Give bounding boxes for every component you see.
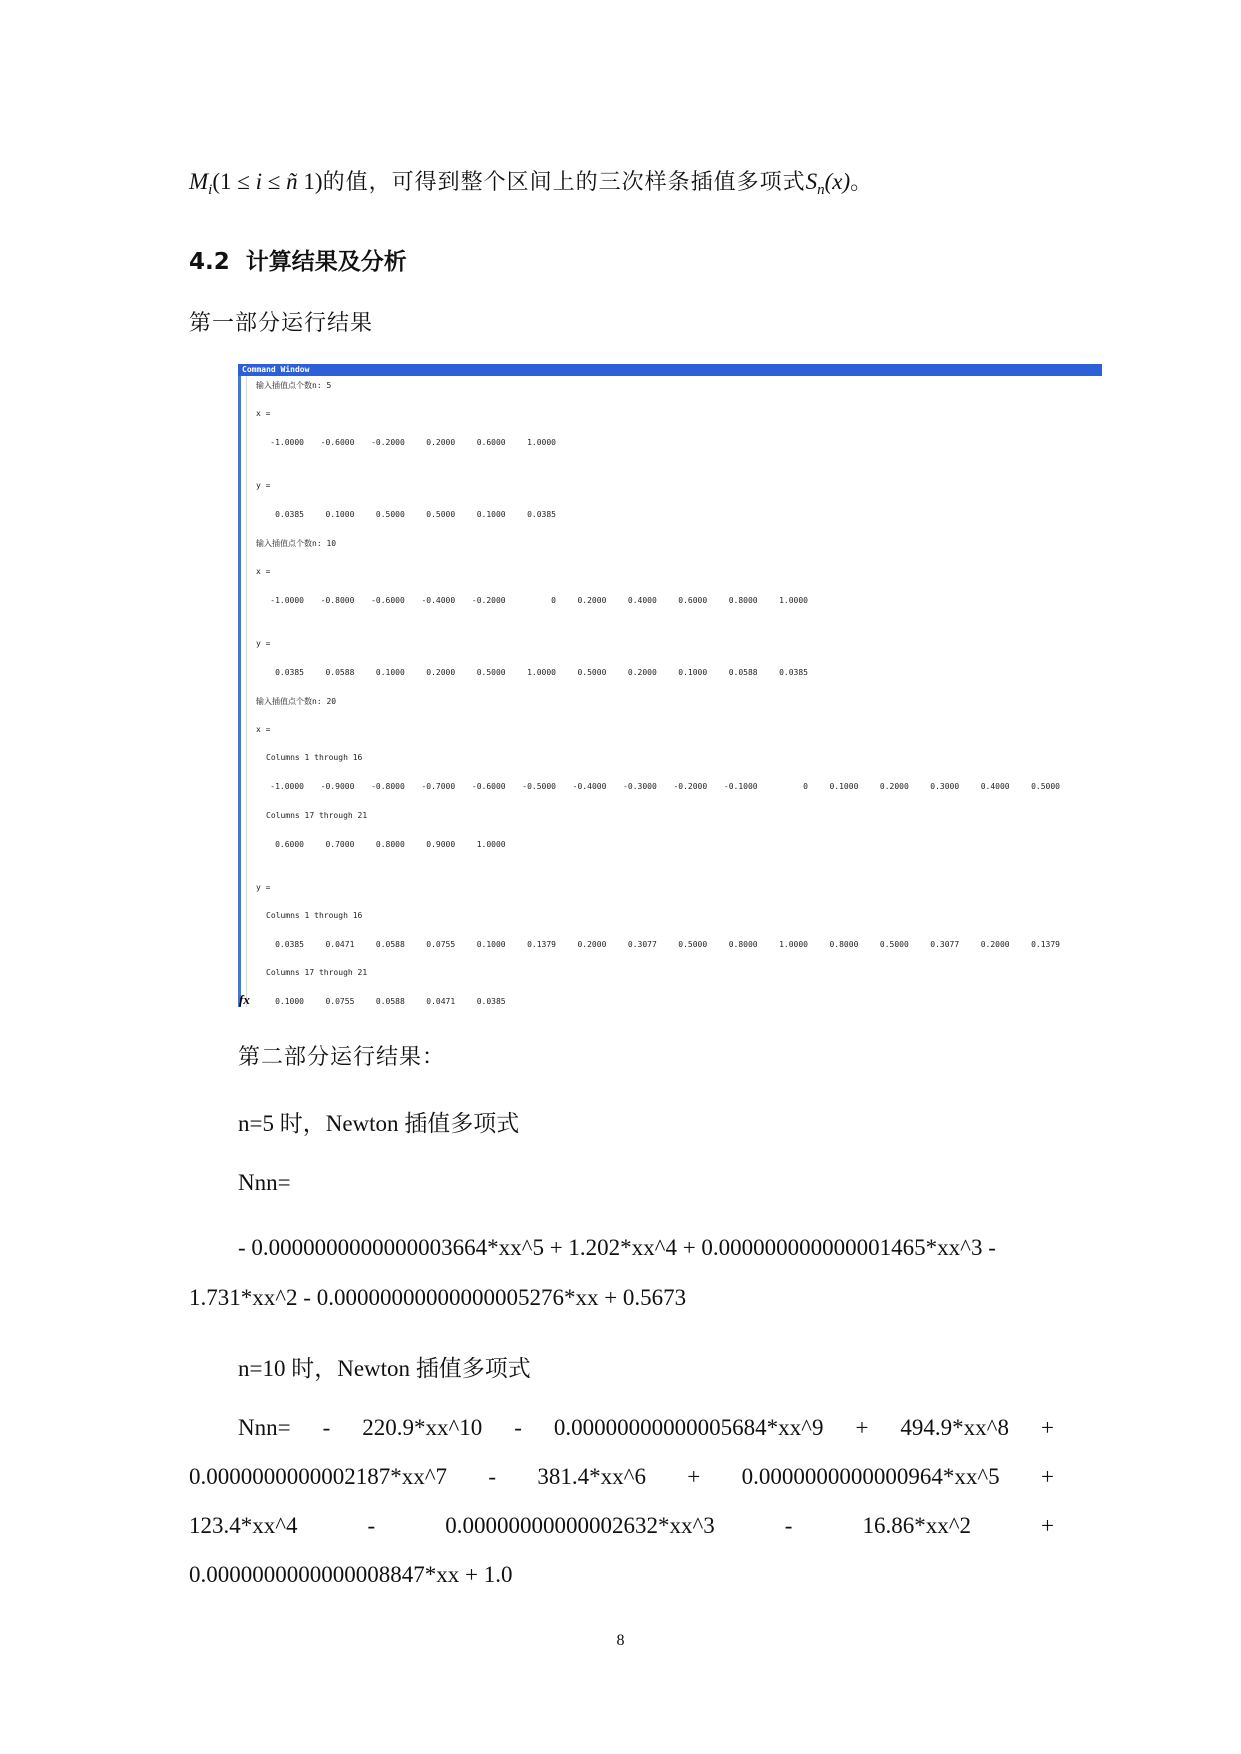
term: 0.0000000000002187*xx^7 (189, 1464, 448, 1489)
x-value: 0.1000 (829, 782, 859, 791)
intro-m: M (189, 169, 209, 194)
section-heading (189, 243, 407, 276)
command-window-body (238, 376, 1102, 1007)
intro-s-sub: n (817, 182, 825, 198)
term: - (514, 1415, 522, 1440)
y-value: 0.5000 (678, 940, 708, 949)
x-value: 0.7000 (325, 840, 355, 849)
intro-cond-b: ≤ (262, 169, 287, 194)
term: - (322, 1415, 331, 1440)
intro-cond-a: (1 ≤ (212, 169, 256, 194)
x-value: 0.2000 (879, 782, 909, 791)
intro-text: 的值，可得到整个区间上的三次样条插值多项式 (322, 170, 806, 195)
term: 123.4*xx^4 (189, 1513, 298, 1538)
y-value: 0.1000 (476, 510, 506, 519)
x-value: -0.3000 (623, 782, 657, 791)
n5-poly-line-1: - 0.0000000000000003664*xx^5 + 1.202*xx^4 + 0.000000000000001465*xx^3 - (238, 1235, 996, 1260)
command-window-divider (246, 376, 247, 1007)
term: Nnn= (238, 1415, 291, 1440)
x-value: -0.8000 (371, 782, 405, 791)
y-value: 0.0385 (779, 668, 808, 677)
x-value: 1.0000 (527, 438, 556, 447)
fx-icon: fx (239, 992, 250, 1007)
y-value: 0.0385 (476, 997, 506, 1006)
intro-cond-c: 1) (297, 169, 323, 194)
intro-m-sub: i (208, 182, 213, 198)
x-value: 0 (551, 596, 556, 605)
term: - (367, 1513, 376, 1538)
columns-label: Columns 1 through 16 (266, 911, 363, 920)
y-value: 0.5000 (375, 510, 405, 519)
y-value: 0.0471 (426, 997, 456, 1006)
x-value: -0.5000 (522, 782, 556, 791)
x-value: 0.8000 (375, 840, 405, 849)
y-value: 0.3077 (930, 940, 960, 949)
command-window (238, 364, 1102, 1007)
intro-end: 。 (850, 170, 874, 195)
section-title: 计算结果及分析 (245, 249, 407, 275)
y-value: 0.1379 (527, 940, 556, 949)
x-value: 0 (803, 782, 808, 791)
y-value: 0.0755 (325, 997, 355, 1006)
x-value: -0.6000 (320, 438, 355, 447)
y-value: 0.2000 (627, 668, 657, 677)
term: 16.86*xx^2 (862, 1513, 971, 1538)
term: 494.9*xx^8 (900, 1415, 1009, 1440)
x-value: -0.9000 (320, 782, 355, 791)
y-value: 0.0588 (375, 940, 405, 949)
columns-label: Columns 17 through 21 (266, 968, 368, 977)
command-window-title: Command Window (238, 364, 1102, 376)
y-value: 0.5000 (476, 668, 506, 677)
term: 0.0000000000000964*xx^5 (741, 1464, 1000, 1489)
n5-nnn-label: Nnn= (238, 1170, 291, 1195)
x-value: 0.3000 (930, 782, 960, 791)
term: 0.00000000000005684*xx^9 (553, 1415, 824, 1440)
y-value: 0.0588 (325, 668, 355, 677)
term: + (1041, 1464, 1054, 1489)
x-value: 1.0000 (476, 840, 506, 849)
n10-poly-line-3 (189, 1513, 1054, 1539)
x-value: -0.6000 (371, 596, 405, 605)
y-value: 0.8000 (728, 940, 758, 949)
y-value: 0.5000 (426, 510, 456, 519)
y-value: 0.0385 (275, 510, 304, 519)
part1-label: 第一部分运行结果 (189, 311, 374, 336)
y-value: 0.1000 (678, 668, 708, 677)
x-value: -0.7000 (421, 782, 456, 791)
x-label: x = (256, 567, 271, 576)
y-value: 0.1000 (375, 668, 405, 677)
prompt-line: 输入插值点个数n: 5 (256, 381, 332, 390)
y-value: 0.5000 (577, 668, 607, 677)
y-value: 0.1379 (1031, 940, 1060, 949)
n5-label (238, 1105, 519, 1138)
x-value: -0.4000 (572, 782, 607, 791)
prompt-line: 输入插值点个数n: 20 (256, 697, 337, 706)
y-value: 0.0588 (728, 668, 758, 677)
x-value: 0.4000 (627, 596, 657, 605)
x-value: 1.0000 (779, 596, 808, 605)
term: - (784, 1513, 793, 1538)
y-value: 0.8000 (829, 940, 859, 949)
x-value: -0.1000 (723, 782, 758, 791)
n10-poly-line-1 (238, 1415, 1054, 1441)
term: + (1040, 1513, 1054, 1538)
n10-poly-line-2 (189, 1464, 1054, 1490)
term: 220.9*xx^10 (362, 1415, 483, 1440)
intro-s: S (805, 169, 818, 194)
y-value: 0.1000 (275, 997, 304, 1006)
intro-cond-i: i (255, 169, 263, 194)
x-value: 0.4000 (980, 782, 1010, 791)
term: + (1040, 1415, 1054, 1440)
intro-line (189, 165, 873, 199)
y-label: y = (256, 481, 271, 490)
columns-label: Columns 17 through 21 (266, 811, 368, 820)
x-label: x = (256, 409, 271, 418)
x-value: -0.2000 (371, 438, 405, 447)
x-value: -0.6000 (471, 782, 506, 791)
x-value: 0.5000 (1031, 782, 1060, 791)
y-value: 0.1000 (476, 940, 506, 949)
n5-poly-line-2: 1.731*xx^2 - 0.00000000000000005276*xx + 0.5673 (189, 1285, 687, 1310)
x-value: 0.9000 (426, 840, 456, 849)
x-value: -0.8000 (320, 596, 355, 605)
term: - (488, 1464, 497, 1489)
y-value: 0.1000 (325, 510, 355, 519)
y-value: 0.0588 (375, 997, 405, 1006)
n5-label-text: n=5 时，Newton 插值多项式 (238, 1111, 520, 1136)
x-label: x = (256, 725, 271, 734)
y-value: 0.0471 (325, 940, 355, 949)
y-value: 0.0755 (426, 940, 456, 949)
y-value: 0.0385 (527, 510, 556, 519)
y-value: 1.0000 (779, 940, 808, 949)
x-value: 0.6000 (476, 438, 506, 447)
x-value: -0.2000 (673, 782, 708, 791)
section-number: 4.2 (189, 249, 230, 275)
part2-label: 第二部分运行结果： (238, 1045, 446, 1070)
y-value: 0.2000 (426, 668, 456, 677)
y-value: 0.2000 (577, 940, 607, 949)
y-label: y = (256, 639, 271, 648)
y-value: 0.0385 (275, 668, 304, 677)
x-value: -1.0000 (270, 438, 304, 447)
term: 381.4*xx^6 (537, 1464, 646, 1489)
y-value: 0.3077 (627, 940, 657, 949)
n10-label: n=10 时，Newton 插值多项式 (238, 1356, 531, 1381)
term: 0.00000000000002632*xx^3 (445, 1513, 715, 1538)
n10-poly-line-4: 0.0000000000000008847*xx + 1.0 (189, 1562, 513, 1587)
x-value: -1.0000 (270, 782, 304, 791)
x-value: 0.6000 (275, 840, 304, 849)
x-value: 0.2000 (426, 438, 456, 447)
y-value: 0.2000 (980, 940, 1010, 949)
y-value: 0.5000 (879, 940, 909, 949)
prompt-line: 输入插值点个数n: 10 (256, 539, 337, 548)
intro-sx: (x) (824, 169, 851, 194)
y-value: 1.0000 (527, 668, 556, 677)
x-value: -0.4000 (421, 596, 456, 605)
y-label: y = (256, 883, 271, 892)
y-value: 0.0385 (275, 940, 304, 949)
intro-cond-n: ñ (286, 169, 298, 194)
columns-label: Columns 1 through 16 (266, 753, 363, 762)
term: + (855, 1415, 869, 1440)
x-value: 0.6000 (678, 596, 708, 605)
x-value: 0.8000 (728, 596, 758, 605)
page-number: 8 (616, 1632, 625, 1649)
x-value: -1.0000 (270, 596, 304, 605)
x-value: 0.2000 (577, 596, 607, 605)
x-value: -0.2000 (471, 596, 506, 605)
term: + (687, 1464, 701, 1489)
